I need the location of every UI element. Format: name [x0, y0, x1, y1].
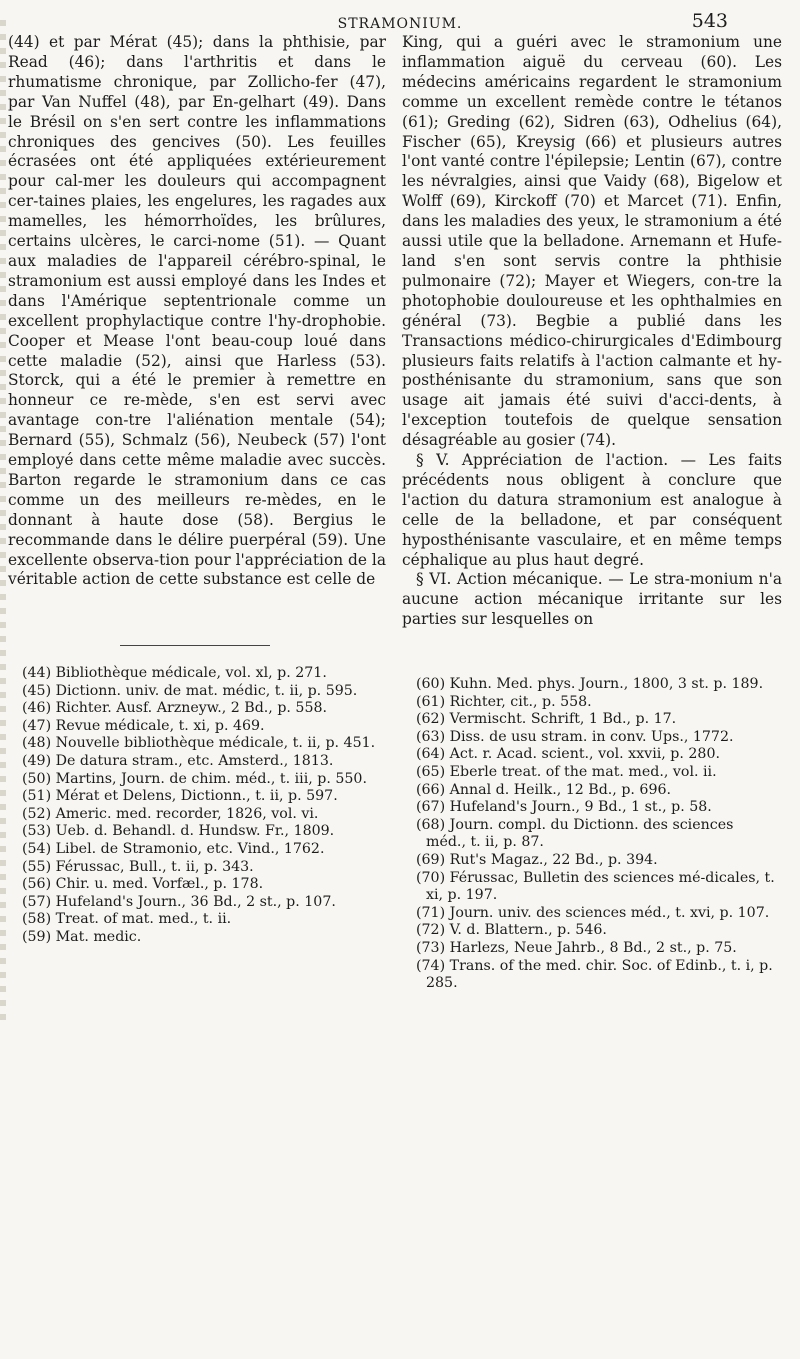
- footnotes-right: [402, 676, 776, 993]
- footnote: (49) De datura stram., etc. Amsterd., 1813.: [22, 752, 334, 769]
- footnote: (52) Americ. med. recorder, 1826, vol. vi.: [22, 805, 319, 822]
- body-column-right: [402, 33, 782, 630]
- footnote: (60) Kuhn. Med. phys. Journ., 1800, 3 st. p. 189.: [416, 676, 764, 692]
- footnote: (53) Ueb. d. Behandl. d. Hundsw. Fr., 1809.: [22, 823, 335, 840]
- footnote: (54) Libel. de Stramonio, etc. Vind., 1762.: [22, 840, 325, 857]
- footnote: (47) Revue médicale, t. xi, p. 469.: [22, 717, 265, 734]
- footnote: (50) Martins, Journ. de chim. méd., t. iii, p. 550.: [22, 770, 367, 787]
- footnote: (51) Mérat et Delens, Dictionn., t. ii, p. 597.: [22, 788, 338, 805]
- footnote: (48) Nouvelle bibliothèque médicale, t. ii, p. 451.: [22, 735, 376, 752]
- footnote: (55) Férussac, Bull., t. ii, p. 343.: [22, 858, 254, 875]
- footnote: (69) Rut's Magaz., 22 Bd., p. 394.: [416, 851, 658, 868]
- footnote: (73) Harlezs, Neue Jahrb., 8 Bd., 2 st., p. 75.: [416, 939, 737, 956]
- footnote: (72) V. d. Blattern., p. 546.: [416, 922, 607, 939]
- body-paragraph: King, qui a guéri avec le stramonium une inflammation aiguë du cerveau (60). Les médecins américains regardent le stramonium comme un excellent remède contre le tétanos (61); Greding (62), Sidren (63), Odhelius (64), Fischer (65), Kreysig (66) et plusieurs autres l'ont vanté contre l'épilepsie; Lentin (67), contre les névralgies, ainsi que Vaidy (68), Bigelow et Wolff (69), Kirckoff (70) et Marcet (71). Enfin, dans les maladies des yeux, le stramonium a été aussi utile que la belladone. Arnemann et Hufe-land s'en sont servis contre la phthisie pulmonaire (72); Mayer et Wiegers, con-tre la photophobie douloureuse et les ophthalmies en général (73). Begbie a publié dans les Transactions médico-chirurgicales d'Edimbourg plusieurs faits relatifs à l'action calmante et hy-posthénisante du stramonium, sans que son usage ait jamais été suivi d'acci-dents, à l'exception toutefois de quelque sensation désagréable au gosier (74).: [402, 33, 782, 450]
- footnote: (46) Richter. Ausf. Arzneyw., 2 Bd., p. 558.: [22, 700, 328, 717]
- footnote: (65) Eberle treat. of the mat. med., vol. ii.: [416, 763, 717, 780]
- section-vi-paragraph: § VI. Action mécanique. — Le stra-monium n'a aucune action mécanique irritante sur les parties sur lesquelles on: [402, 570, 782, 629]
- footnote: (58) Treat. of mat. med., t. ii.: [22, 911, 232, 928]
- footnote: (57) Hufeland's Journ., 36 Bd., 2 st., p. 107.: [22, 893, 336, 910]
- footnote: (62) Vermischt. Schrift, 1 Bd., p. 17.: [416, 711, 677, 728]
- running-head: [0, 6, 800, 36]
- footnote: (66) Annal d. Heilk., 12 Bd., p. 696.: [416, 781, 672, 798]
- footnote: (70) Férussac, Bulletin des sciences mé-dicales, t. xi, p. 197.: [416, 869, 775, 904]
- footnote: (74) Trans. of the med. chir. Soc. of Edinb., t. i, p. 285.: [416, 957, 773, 992]
- section-v-paragraph: § V. Appréciation de l'action. — Les faits précédents nous obligent à conclure que l'action du datura stramonium est analogue à celle de la belladone, et par conséquent hyposthénisante vasculaire, et en même temps céphalique au plus haut degré.: [402, 451, 782, 569]
- footnote: (45) Dictionn. univ. de mat. médic, t. ii, p. 595.: [22, 682, 358, 699]
- footnotes-left: [8, 665, 380, 947]
- footnote: (64) Act. r. Acad. scient., vol. xxvii, p. 280.: [416, 746, 720, 763]
- body-column-left: [8, 33, 386, 590]
- body-paragraph: (44) et par Mérat (45); dans la phthisie, par Read (46); dans l'arthritis et dans le rhumatisme chronique, par Zollicho-fer (47), par Van Nuffel (48), par En-gelhart (49). Dans le Brésil on s'en sert contre les inflammations chroniques des gencives (50). Les feuilles écrasées ont été appliquées extérieurement pour cal-mer les douleurs qui accompagnent cer-taines plaies, les engelures, les ragades aux mamelles, les hémorrhoïdes, les brûlures, certains ulcères, le carci-nome (51). — Quant aux maladies de l'appareil cérébro-spinal, le stramonium est aussi employé dans les Indes et dans l'Amérique septentrionale comme un excellent prophylactique contre l'hy-drophobie. Cooper et Mease l'ont beau-coup loué dans cette maladie (52), ainsi que Harless (53). Storck, qui a été le premier à remettre en honneur ce re-mède, s'en est servi avec avantage con-tre l'aliénation mentale (54); Bernard (55), Schmalz (56), Neubeck (57) l'ont employé dans cette même maladie avec succès. Barton regarde le stramonium dans ce cas comme un des meilleurs re-mèdes, en le donnant à haute dose (58). Bergius le recommande dans le délire puerpéral (59). Une excellente observa-tion pour l'appréciation de la véritable action de cette substance est celle de: [8, 33, 386, 589]
- footnote: (67) Hufeland's Journ., 9 Bd., 1 st., p. 58.: [416, 799, 712, 816]
- footnote: (44) Bibliothèque médicale, vol. xl, p. 271.: [22, 665, 327, 681]
- footnote: (59) Mat. medic.: [22, 928, 142, 945]
- footnote: (56) Chir. u. med. Vorfæl., p. 178.: [22, 876, 264, 893]
- footnote: (63) Diss. de usu stram. in conv. Ups., 1772.: [416, 728, 734, 745]
- footnote-separator: [120, 645, 270, 646]
- footnote: (61) Richter, cit., p. 558.: [416, 693, 592, 710]
- running-title: STRAMONIUM.: [337, 16, 463, 32]
- footnote: (71) Journ. univ. des sciences méd., t. xvi, p. 107.: [416, 904, 770, 921]
- binding-edge: [0, 20, 6, 1020]
- page-number: 543: [691, 10, 728, 32]
- footnote: (68) Journ. compl. du Dictionn. des sciences méd., t. ii, p. 87.: [416, 816, 734, 851]
